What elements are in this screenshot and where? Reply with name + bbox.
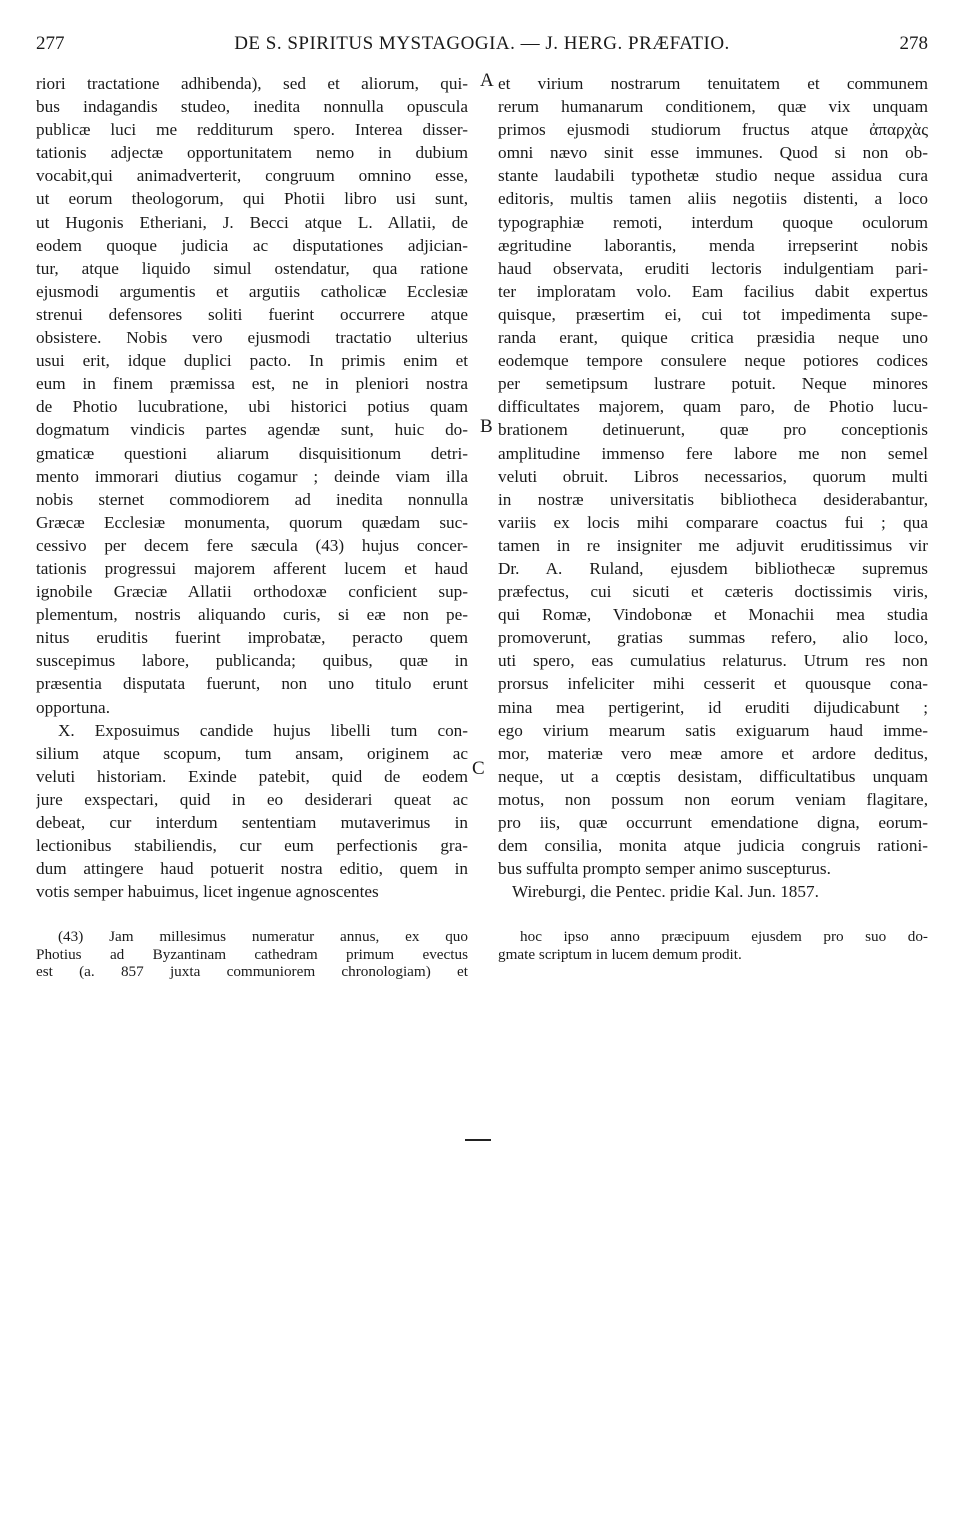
- text-line: debeat, cur interdum sententiam mutaverimus in: [36, 813, 468, 832]
- text-line: votis semper habuimus, licet ingenue agnoscentes: [36, 882, 379, 902]
- text-line: suscepimus labore, publicanda; quibus, quæ in: [36, 651, 468, 671]
- text-line: dem consilia, monita atque judicia congruis rationi-: [498, 836, 928, 856]
- text-line: mento immorari diutius cogamur ; deinde viam illa: [36, 466, 468, 486]
- footnote-line: gmate scriptum in lucem demum prodit.: [498, 945, 742, 963]
- text-line: ægritudine laborantis, menda irrepserint nobis: [498, 235, 928, 255]
- text-line: silium atque scopum, tum ansam, originem ac: [36, 743, 468, 763]
- margin-marker-b: B: [480, 416, 493, 437]
- text-line: variis ex locis mihi comparare coactus fui ; qua: [498, 512, 928, 532]
- text-line: riori tractatione adhibenda), sed et aliorum, qui-: [36, 74, 468, 93]
- text-line: ter imploratam volo. Eam facilius dabit expertus: [498, 281, 928, 301]
- text-line: amplitudine immenso fere labore me non semel: [498, 443, 928, 463]
- text-line: mina mea pertigerint, id eruditi dijudicabunt ;: [498, 697, 928, 717]
- text-line: Wireburgi, die Pentec. pridie Kal. Jun. 1857.: [512, 882, 819, 902]
- footnote-line: hoc ipso anno præcipuum ejusdem pro suo do-: [520, 928, 928, 945]
- text-line: ut Hugonis Etheriani, J. Becci atque L. Allatii, de: [36, 212, 468, 232]
- text-line: Græcæ Ecclesiæ monumenta, quorum quædam suc-: [36, 512, 468, 532]
- text-line: randa erant, quique critica præsidia neque uno: [498, 328, 928, 348]
- footnote-line: est (a. 857 juxta communiorem chronologiam) et: [36, 963, 468, 980]
- text-line: promoverunt, gratias summas refero, alio loco,: [498, 628, 928, 648]
- margin-marker-a: A: [480, 70, 494, 91]
- text-line: præsentia disputata fuerunt, non uno titulo erunt: [36, 674, 468, 694]
- text-line: obsistere. Nobis vero ejusmodi tractatio ulterius: [36, 328, 468, 348]
- text-line: neque, ut a cœptis desistam, difficultatibus unquam: [498, 766, 928, 786]
- text-line: bus indagandis studeo, inedita nonnulla opuscula: [36, 97, 468, 117]
- text-line: strenui defensores soliti fuerint occurrere atque: [36, 304, 468, 324]
- text-line: motus, non possum non eorum veniam flagitare,: [498, 789, 928, 809]
- text-line: pro iis, quæ occurrunt emendatione digna, eorum-: [498, 813, 928, 832]
- right-column: [498, 72, 928, 903]
- text-line: brationem detinuerunt, quæ pro conceptionis: [498, 420, 928, 440]
- text-line: difficultates majorem, quam paro, de Photio lucu-: [498, 397, 928, 417]
- text-line: haud observata, eruditi lectoris indulgentiam pari-: [498, 258, 928, 278]
- text-line: eum in finem præmissa est, ne in pleniori nostra: [36, 374, 468, 394]
- text-line: nobis sternet commodiorem ad inedita nonnulla: [36, 489, 468, 509]
- text-line: veluti obruit. Libros necessarios, quorum multi: [498, 466, 928, 486]
- text-line: lectionibus stabiliendis, cur eum perfectionis gra-: [36, 836, 468, 856]
- text-line: editoris, multis tamen aliis negotiis distenti, a loco: [498, 189, 928, 209]
- text-line: gmaticæ questioni aliarum disquisitionum detri-: [36, 443, 468, 463]
- text-line: dogmatum vindicis partes agendæ sunt, huic do-: [36, 420, 468, 440]
- text-line: X. Exposuimus candide hujus libelli tum con-: [58, 720, 468, 740]
- page-number-right: 278: [899, 33, 928, 54]
- text-line: in nostræ universitatis bibliotheca desiderabantur,: [498, 489, 928, 509]
- text-line: uti spero, eas cumulatius relaturus. Utrum res non: [498, 651, 928, 671]
- text-line: ut eorum theologorum, qui Photii libro usi sunt,: [36, 189, 468, 209]
- text-line: typographiæ remoti, interdum quoque oculorum: [498, 212, 928, 232]
- text-line: ego virium mearum satis exiguarum haud imme-: [498, 720, 928, 740]
- text-line: usui erit, idque duplici pacto. In primis enim et: [36, 351, 468, 371]
- text-line: rerum humanarum conditionem, quæ vix unquam: [498, 97, 928, 117]
- text-line: per semetipsum lustrare potuit. Neque minores: [498, 374, 928, 394]
- text-line: eodem quoque judicia ac disputationes adjician-: [36, 235, 468, 255]
- footnote-left: [36, 928, 468, 981]
- text-line: stante laudabili typothetæ studio neque assidua cura: [498, 166, 928, 186]
- text-line: jure exspectari, quid in eo desiderari queat ac: [36, 789, 468, 809]
- text-line: præfectus, cui sicuti et cæteris doctissimis viris,: [498, 582, 928, 602]
- footnote-line: (43) Jam millesimus numeratur annus, ex quo: [58, 928, 468, 945]
- margin-marker-c: C: [472, 758, 485, 779]
- text-line: nitus eruditis fuerint improbatæ, peracto quem: [36, 628, 468, 648]
- footnote-line: Photius ad Byzantinam cathedram primum evectus: [36, 945, 468, 963]
- text-line: de Photio lucubratione, ubi historici potius quam: [36, 397, 468, 417]
- text-line: prorsus infeliciter mihi cesserit et quousque cona-: [498, 674, 928, 694]
- text-line: dum attingere haud potuerit nostra editio, quem in: [36, 859, 468, 879]
- page-header: [36, 33, 928, 61]
- text-line: bus suffulta prompto semper animo suscepturus.: [498, 859, 831, 879]
- end-rule: [465, 1139, 491, 1141]
- text-line: opportuna.: [36, 697, 110, 717]
- text-line: tamen in re insigniter me adjuvit eruditissimus vir: [498, 535, 928, 555]
- text-line: vocabit,qui animadverterit, congruum omnino esse,: [36, 166, 468, 186]
- text-line: tationis adjectæ opportunitatem nemo in dubium: [36, 143, 468, 163]
- running-title: DE S. SPIRITUS MYSTAGOGIA. — J. HERG. PRÆFATIO.: [234, 33, 730, 54]
- text-line: omni nævo sinit esse immunes. Quod si non ob-: [498, 143, 928, 163]
- footnote-right: [498, 928, 928, 963]
- text-line: et virium nostrarum tenuitatem et communem: [498, 74, 928, 93]
- text-line: plementum, nostris aliquando curis, si eæ non pe-: [36, 605, 468, 625]
- page-number-left: 277: [36, 33, 65, 54]
- text-line: tur, atque liquido simul ostendatur, qua ratione: [36, 258, 468, 278]
- text-line: ejusmodi argumentis et argutiis catholicæ Ecclesiæ: [36, 281, 468, 301]
- text-line: quisque, præsertim ei, cui tot impedimenta supe-: [498, 304, 928, 324]
- text-line: qui Romæ, Vindobonæ et Monachii mea studia: [498, 605, 928, 625]
- text-line: tationis progressui majorem afferent lucem et haud: [36, 558, 468, 578]
- left-column: [36, 72, 468, 903]
- text-line: Dr. A. Ruland, ejusdem bibliothecæ supremus: [498, 558, 928, 578]
- text-line: veluti historiam. Exinde patebit, quid de eodem: [36, 766, 468, 786]
- text-line: ignobile Græciæ Allatii orthodoxæ conficient sup-: [36, 582, 468, 602]
- text-line: cessivo per decem fere sæcula (43) hujus concer-: [36, 535, 468, 555]
- text-line: mor, materiæ vero meæ amore et ardore deditus,: [498, 743, 928, 763]
- text-line: publicæ luci me redditurum spero. Interea disser-: [36, 120, 468, 140]
- text-line: primos ejusmodi studiorum fructus atque ἀπαρχὰς: [498, 120, 928, 140]
- text-line: eodemque tempore consulere neque potiores codices: [498, 351, 928, 371]
